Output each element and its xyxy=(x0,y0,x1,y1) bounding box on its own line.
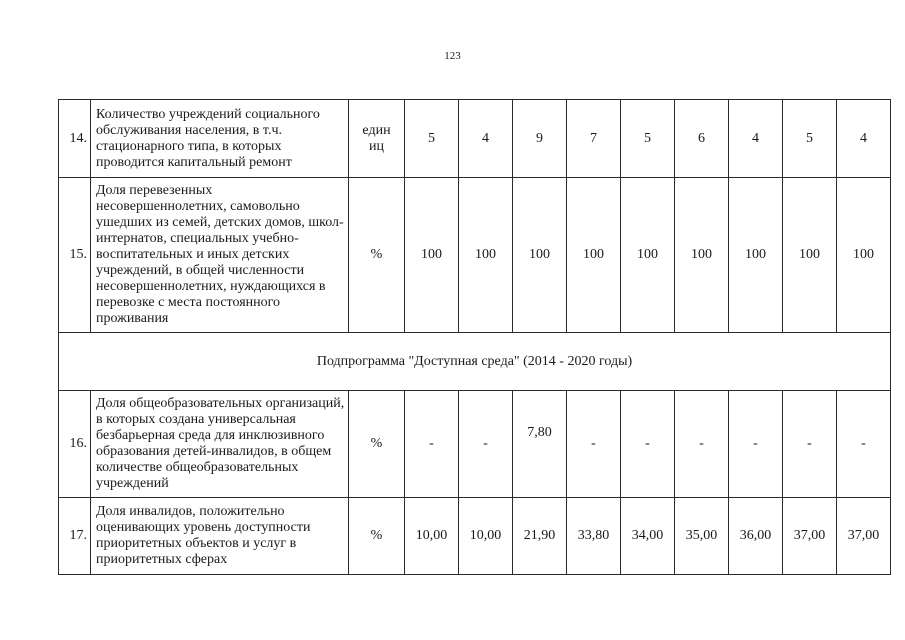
table-row xyxy=(59,178,891,333)
value-cell: 100 xyxy=(513,178,567,333)
value-cell: - xyxy=(837,391,891,498)
value-cell: 4 xyxy=(459,100,513,178)
value-cell: 9 xyxy=(513,100,567,178)
indicators-table xyxy=(58,99,891,575)
table-row xyxy=(59,498,891,575)
value-cell: - xyxy=(729,391,783,498)
value-cell: 5 xyxy=(405,100,459,178)
unit-cell: % xyxy=(349,498,405,575)
indicator-description: Доля инвалидов, положительно оценивающих уровень доступности приоритетных объектов и услуг в приоритетных сферах xyxy=(91,498,349,575)
value-cell: 5 xyxy=(621,100,675,178)
value-cell: 10,00 xyxy=(459,498,513,575)
value-cell: 100 xyxy=(621,178,675,333)
unit-cell: % xyxy=(349,178,405,333)
value-cell: 34,00 xyxy=(621,498,675,575)
row-number: 15. xyxy=(59,178,91,333)
section-title: Подпрограмма "Доступная среда" (2014 - 2020 годы) xyxy=(59,333,891,391)
value-cell: 7,80 xyxy=(513,391,567,498)
value-cell: - xyxy=(567,391,621,498)
indicator-description: Доля общеобразовательных организаций, в которых создана универсальная безбарьерная среда для инклюзивного образования детей-инвалидов, в общем количестве общеобразовательных учреждений xyxy=(91,391,349,498)
value-cell: 100 xyxy=(567,178,621,333)
table-body xyxy=(59,100,891,575)
value-cell: 4 xyxy=(729,100,783,178)
value-cell: 37,00 xyxy=(783,498,837,575)
value-cell: 4 xyxy=(837,100,891,178)
value-cell: 100 xyxy=(459,178,513,333)
section-row xyxy=(59,333,891,391)
value-cell: - xyxy=(783,391,837,498)
value-cell: 100 xyxy=(405,178,459,333)
value-cell: - xyxy=(621,391,675,498)
value-cell: 6 xyxy=(675,100,729,178)
value-cell: 33,80 xyxy=(567,498,621,575)
value-cell: 100 xyxy=(837,178,891,333)
value-cell: 21,90 xyxy=(513,498,567,575)
value-cell: - xyxy=(405,391,459,498)
table-row xyxy=(59,100,891,178)
value-cell: 36,00 xyxy=(729,498,783,575)
value-cell: 10,00 xyxy=(405,498,459,575)
table-row xyxy=(59,391,891,498)
row-number: 17. xyxy=(59,498,91,575)
value-cell: 35,00 xyxy=(675,498,729,575)
row-number: 14. xyxy=(59,100,91,178)
value-cell: - xyxy=(459,391,513,498)
page-number: 123 xyxy=(444,50,461,62)
value-cell: 100 xyxy=(675,178,729,333)
value-cell: 37,00 xyxy=(837,498,891,575)
value-cell: 5 xyxy=(783,100,837,178)
value-cell: - xyxy=(675,391,729,498)
row-number: 16. xyxy=(59,391,91,498)
value-cell: 100 xyxy=(783,178,837,333)
indicator-description: Количество учреждений социального обслуживания населения, в т.ч. стационарного типа, в которых проводится капитальный ремонт xyxy=(91,100,349,178)
indicator-description: Доля перевезенных несовершеннолетних, самовольно ушедших из семей, детских домов, школ-интернатов, специальных учебно-воспитательных и иных детских учреждений, в общей численности несовершеннолетних, нуждающихся в перевозке с места постоянного проживания xyxy=(91,178,349,333)
value-cell: 7 xyxy=(567,100,621,178)
unit-cell: един иц xyxy=(349,100,405,178)
value-cell: 100 xyxy=(729,178,783,333)
unit-cell: % xyxy=(349,391,405,498)
